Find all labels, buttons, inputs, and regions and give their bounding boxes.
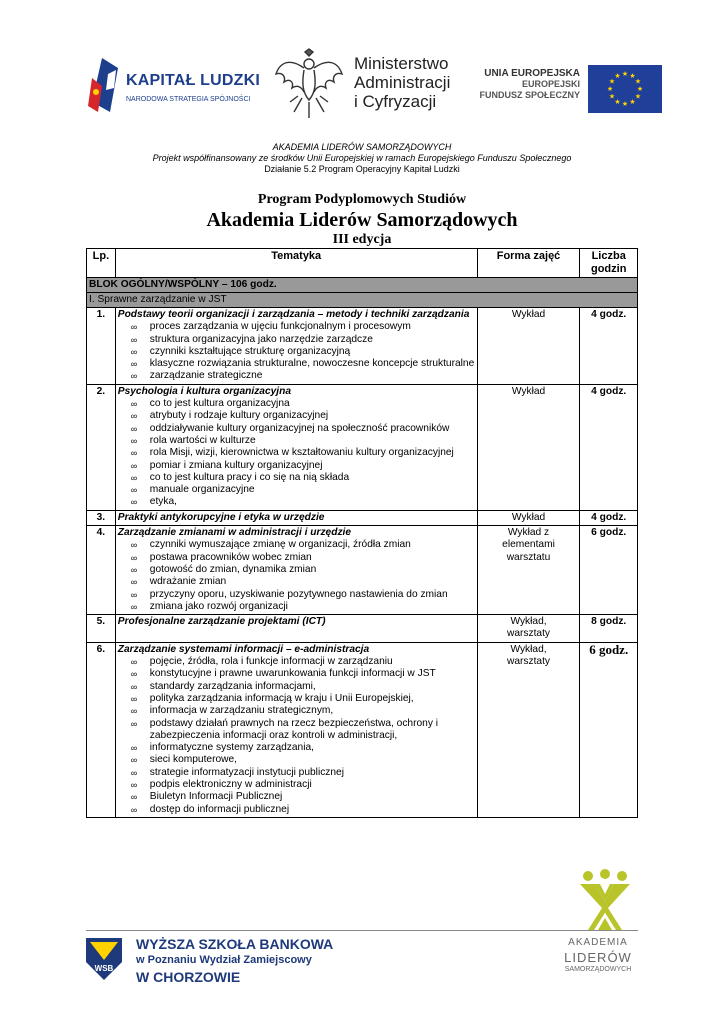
topic-item: ∞ postawa pracowników wobec zmian	[131, 552, 475, 564]
topic-items	[118, 398, 475, 509]
kapital-ludzki-logo	[88, 56, 261, 114]
topic-item: ∞ gotowość do zmian, dynamika zmian	[131, 564, 475, 576]
wsb-shield-icon	[86, 938, 122, 980]
ministry-line-1: Ministerstwo	[354, 54, 449, 73]
section-label: I. Sprawne zarządzanie w JST	[87, 293, 638, 308]
program-label: Program Podyplomowych Studiów	[257, 192, 467, 207]
header-lp: Lp.	[87, 249, 116, 278]
topic-item: ∞ etyka,	[131, 496, 475, 508]
block-label: BLOK OGÓLNY/WSPÓLNY – 106 godz.	[87, 278, 638, 293]
topic-title: Zarządzanie systemami informacji – e-administracja	[117, 643, 370, 655]
topic-title: Zarządzanie zmianami w administracji i urzędzie	[117, 527, 352, 539]
eu-fund-text	[472, 68, 580, 101]
topic-item: ∞ Biuletyn Informacji Publicznej	[131, 791, 475, 803]
eu-star-icon: ★	[608, 78, 616, 86]
topic-item: ∞ proces zarządzania w ujęciu funkcjonalnym i procesowym	[131, 321, 475, 333]
header-hours: Liczba godzin	[580, 249, 638, 278]
topic-items	[118, 656, 475, 816]
row-number: 5.	[87, 615, 116, 643]
topic-item: ∞ klasyczne rozwiązania strukturalne, nowoczesne koncepcje strukturalne	[131, 358, 475, 370]
topic-item: ∞ co to jest kultura pracy i co się na nią składa	[131, 472, 475, 484]
row-form: Wykład	[477, 510, 580, 525]
topic-items	[118, 539, 475, 613]
topic-title: Psychologia i kultura organizacyjna	[117, 385, 292, 397]
ministry-line-3: i Cyfryzacji	[354, 92, 437, 111]
row-topic	[115, 526, 477, 615]
wsb-city: W CHORZOWIE	[136, 969, 241, 985]
row-hours: 4 godz.	[580, 384, 638, 510]
eu-star-icon: ★	[634, 78, 642, 86]
topic-item: ∞ dostęp do informacji publicznej	[131, 804, 475, 816]
al-line-2: LIDERÓW	[564, 950, 632, 965]
row-hours: 6 godz.	[580, 526, 638, 615]
row-number: 3.	[87, 510, 116, 525]
row-hours: 4 godz.	[580, 510, 638, 525]
polish-eagle-emblem-icon	[272, 48, 346, 120]
topic-item: ∞ czynniki wymuszające zmianę w organizacji, źródła zmian	[131, 539, 475, 551]
topic-title: Praktyki antykorupcyjne i etyka w urzędzie	[117, 511, 325, 523]
row-form: Wykład	[477, 308, 580, 385]
row-topic	[115, 510, 477, 525]
topic-item: ∞ podpis elektroniczny w administracji	[131, 779, 475, 791]
header-topic: Tematyka	[115, 249, 477, 278]
eu-title: UNIA EUROPEJSKA	[484, 68, 580, 79]
topic-item: ∞ informatyczne systemy zarządzania,	[131, 742, 475, 754]
cofinancing-note: Projekt współfinansowany ze środków Unii Europejskiej w ramach Europejskiego Funduszu Społecznego	[152, 153, 572, 163]
topic-item: ∞ pomiar i zmiana kultury organizacyjnej	[131, 460, 475, 472]
edition-label: III edycja	[332, 232, 392, 247]
row-topic	[115, 384, 477, 510]
akademia-liderow-mark-icon	[574, 868, 636, 930]
topic-item: ∞ atrybuty i rodzaje kultury organizacyjnej	[131, 410, 475, 422]
row-number: 4.	[87, 526, 116, 615]
eu-line-2: EUROPEJSKI	[521, 79, 580, 89]
topic-item: ∞ zmiana jako rozwój organizacji	[131, 601, 475, 613]
kapital-ludzki-title: KAPITAŁ LUDZKI	[126, 72, 261, 89]
eu-star-icon: ★	[636, 86, 644, 93]
eu-star-icon: ★	[621, 101, 629, 108]
al-line-3: SAMORZĄDOWYCH	[564, 966, 632, 973]
topic-item: ∞ podstawy działań prawnych na rzecz bezpieczeństwa, ochrony i zabezpieczenia informacji oraz kontroli w administracji,	[131, 718, 475, 743]
topic-item: ∞ pojęcie, źródła, rola i funkcje informacji w zarządzaniu	[131, 656, 475, 668]
topic-item: ∞ oddziaływanie kultury organizacyjnej na społeczność pracowników	[131, 423, 475, 435]
topic-item: ∞ informacja w zarządzaniu strategicznym,	[131, 705, 475, 717]
topic-item: ∞ manuale organizacyjne	[131, 484, 475, 496]
row-form: Wykład z elementami warsztatu	[477, 526, 580, 615]
topic-item: ∞ wdrażanie zmian	[131, 576, 475, 588]
eu-line-3: FUNDUSZ SPOŁECZNY	[479, 90, 580, 100]
topic-item: ∞ czynniki kształtujące strukturę organizacyjną	[131, 346, 475, 358]
block-row	[87, 278, 638, 293]
row-number: 2.	[87, 384, 116, 510]
project-name: AKADEMIA LIDERÓW SAMORZĄDOWYCH	[272, 142, 452, 152]
section-row	[87, 293, 638, 308]
eu-star-icon: ★	[614, 99, 621, 106]
table-row	[87, 384, 638, 510]
row-topic	[115, 308, 477, 385]
row-hours: 8 godz.	[580, 615, 638, 643]
topic-item: ∞ zarządzanie strategiczne	[131, 370, 475, 382]
topic-item: ∞ co to jest kultura organizacyjna	[131, 398, 475, 410]
topic-title: Podstawy teorii organizacji i zarządzania – metody i techniki zarządzania	[117, 309, 470, 320]
table-row	[87, 510, 638, 525]
topic-item: ∞ struktura organizacyjna jako narzędzie zarządcze	[131, 334, 475, 346]
eu-star-icon: ★	[629, 99, 636, 106]
ministry-line-2: Administracji	[354, 73, 451, 92]
wsb-faculty: w Poznaniu Wydział Zamiejscowy	[136, 954, 312, 966]
topic-item: ∞ sieci komputerowe,	[131, 754, 475, 766]
topic-item: ∞ rola Misji, wizji, kierownictwa w kształtowaniu kultury organizacyjnej	[131, 447, 475, 459]
wsb-badge-text: WSB	[94, 964, 114, 973]
footer-divider	[86, 930, 638, 931]
topic-item: ∞ strategie informatyzacji instytucji publicznej	[131, 767, 475, 779]
eu-star-icon: ★	[629, 73, 636, 80]
wsb-name: WYŻSZA SZKOŁA BANKOWA	[136, 936, 334, 952]
kapital-ludzki-subtitle: NARODOWA STRATEGIA SPÓJNOŚCI	[126, 96, 251, 103]
eu-star-icon: ★	[614, 73, 621, 80]
table-header-row	[87, 249, 638, 278]
eu-star-icon: ★	[634, 93, 642, 101]
topic-item: ∞ polityka zarządzania informacją w kraju i Unii Europejskiej,	[131, 693, 475, 705]
action-note: Działanie 5.2 Program Operacyjny Kapitał Ludzki	[264, 164, 460, 174]
page-title: Akademia Liderów Samorządowych	[206, 209, 518, 231]
table-row	[87, 615, 638, 643]
row-form: Wykład, warsztaty	[477, 615, 580, 643]
table-row	[87, 308, 638, 385]
row-form: Wykład, warsztaty	[477, 642, 580, 817]
topic-title: Profesjonalne zarządzanie projektami (ICT)	[117, 616, 326, 628]
row-topic	[115, 642, 477, 817]
table-row	[87, 642, 638, 817]
topic-item: ∞ rola wartości w kulturze	[131, 435, 475, 447]
row-topic	[115, 615, 477, 643]
eu-star-icon: ★	[606, 86, 614, 93]
eu-star-icon: ★	[608, 93, 616, 101]
row-number: 6.	[87, 642, 116, 817]
topic-item: ∞ standardy zarządzania informacjami,	[131, 681, 475, 693]
topic-items	[118, 321, 475, 382]
row-number: 1.	[87, 308, 116, 385]
header-form: Forma zajęć	[477, 249, 580, 278]
ministry-logo-text	[354, 54, 450, 111]
al-line-1: AKADEMIA	[568, 937, 628, 948]
row-form: Wykład	[477, 384, 580, 510]
kapital-ludzki-mark-icon	[88, 56, 122, 114]
topic-item: ∞ przyczyny oporu, uzyskiwanie pozytywnego nastawienia do zmian	[131, 589, 475, 601]
row-hours: 6 godz.	[580, 642, 638, 817]
table-row	[87, 526, 638, 615]
topic-item: ∞ konstytucyjne i prawne uwarunkowania funkcji informacji w JST	[131, 668, 475, 680]
row-hours: 4 godz.	[580, 308, 638, 385]
eu-star-icon: ★	[621, 71, 629, 78]
eu-flag-icon	[588, 65, 662, 113]
curriculum-table	[86, 248, 638, 818]
